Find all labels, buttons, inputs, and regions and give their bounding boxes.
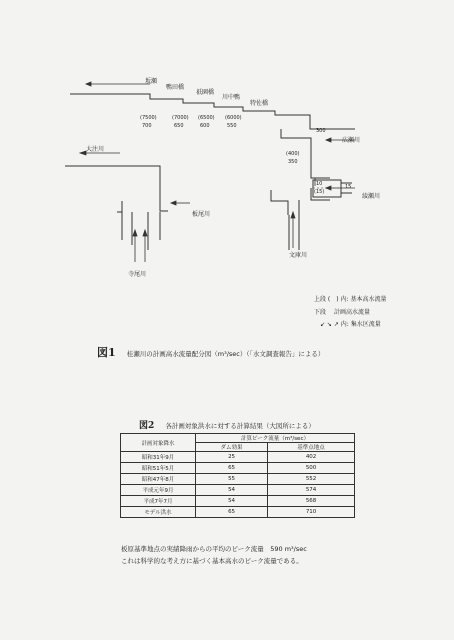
value-c3b: 600 — [200, 123, 210, 129]
value-300: 300 — [316, 128, 326, 134]
row-dam: 54 — [196, 485, 268, 496]
legend-row-1 — [314, 296, 386, 303]
table-row — [121, 496, 355, 507]
table-row — [121, 485, 355, 496]
row-base: 402 — [268, 452, 355, 463]
row-base: 500 — [268, 463, 355, 474]
legend-row-2 — [314, 309, 370, 316]
value-c4b: 550 — [227, 123, 237, 129]
value-c1a: (7500) — [140, 115, 157, 121]
label-sono: 祇園橋 — [196, 89, 215, 96]
value-400a: (400) — [286, 151, 300, 157]
table-row — [121, 474, 355, 485]
row-base: 552 — [268, 474, 355, 485]
legend-row-3-text: 集水区流量 — [350, 321, 381, 328]
figure1-caption-number: 図1 — [97, 346, 116, 359]
table-row — [121, 463, 355, 474]
legend-row-1-text: 基本高水流量 — [350, 296, 387, 303]
label-bun: 文庫川 — [289, 252, 308, 259]
legend-row-3 — [320, 321, 381, 328]
row-label: 平成元年9月 — [121, 485, 196, 496]
label-kan: 綾瀬川 — [362, 193, 381, 200]
row-dam: 65 — [196, 463, 268, 474]
value-c1b: 700 — [142, 123, 152, 129]
row-label: モデル洪水 — [121, 507, 196, 518]
label-kawa: 川中鴨 — [222, 94, 241, 101]
note-line-2: これは科学的な考え方に基づく基本高水のピーク流量である。 — [121, 557, 303, 565]
value-13: (15) — [314, 189, 325, 195]
value-15: 15 — [345, 184, 352, 190]
value-400b: 350 — [288, 159, 298, 165]
label-oyokawa: 大注川 — [86, 146, 105, 153]
row-dam: 65 — [196, 507, 268, 518]
row-dam: 55 — [196, 474, 268, 485]
note-line-1: 板原基準地点の実績降雨からの平均のピーク流量 590 m³/sec — [121, 545, 307, 553]
value-c3a: (6500) — [198, 115, 215, 121]
col-header-dam: ダム効果 — [196, 443, 268, 452]
row-label: 昭和47年8月 — [121, 474, 196, 485]
legend-row-2-text: 計画高水流量 — [333, 309, 370, 316]
label-to: 特佐橋 — [250, 100, 269, 107]
row-base: 574 — [268, 485, 355, 496]
row-base: 568 — [268, 496, 355, 507]
label-hiro: 広瀬川 — [342, 137, 361, 144]
figure2-caption — [139, 413, 315, 432]
row-base: 710 — [268, 507, 355, 518]
col-header-base: 基準点地点 — [268, 443, 355, 452]
table-row — [121, 452, 355, 463]
row-dam: 25 — [196, 452, 268, 463]
label-sanjo: 寺尾川 — [128, 271, 147, 278]
label-kamo: 鴨田橋 — [166, 84, 185, 91]
row-label: 昭和51年5月 — [121, 463, 196, 474]
col-header-event: 計画対象降水 — [121, 434, 196, 452]
value-c2b: 650 — [174, 123, 184, 129]
figure2-caption-text: 各計画対象洪水に対する計算結果（大図所による） — [165, 422, 315, 430]
value-c4a: (6000) — [225, 115, 242, 121]
legend-row-2-label: 下段 — [314, 309, 327, 316]
col-header-peak: 計算ピーク流量（m³/sec） — [196, 434, 355, 443]
row-dam: 54 — [196, 496, 268, 507]
legend-row-3-label: ↙ ↘ ↗ 内: — [320, 321, 349, 328]
figure1-caption — [97, 341, 324, 360]
label-oyo: 坂瀬 — [145, 78, 158, 85]
results-table — [120, 433, 355, 518]
figure1-caption-text: 桂瀬川の計画高水流量配分図（m³/sec）（「水文調査報告」による） — [126, 350, 325, 358]
legend-row-1-label: 上段 ( ) 内: — [314, 296, 349, 303]
value-10: 10 — [316, 181, 323, 187]
table-row — [121, 507, 355, 518]
label-kouchi: 板尾川 — [192, 211, 211, 218]
value-c2a: (7000) — [172, 115, 189, 121]
row-label: 昭和31年9月 — [121, 452, 196, 463]
row-label: 平成7年7月 — [121, 496, 196, 507]
figure2-caption-number: 図2 — [139, 421, 155, 431]
